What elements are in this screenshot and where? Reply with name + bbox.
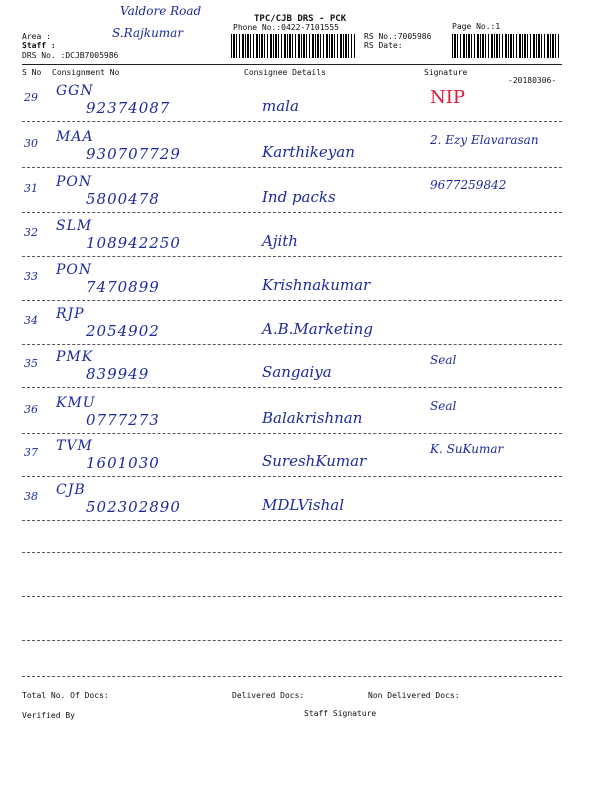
blank-rule <box>22 676 562 677</box>
row-consignee: SureshKumar <box>262 452 367 470</box>
rs-number: RS No.:7005986 <box>364 32 432 41</box>
row-rule <box>22 520 562 521</box>
row-consignment-no: 92374087 <box>86 99 171 117</box>
row-sno: 37 <box>24 446 38 459</box>
row-destination: GGN <box>56 83 94 99</box>
staff-handwritten: S.Rajkumar <box>112 26 184 40</box>
row-rule <box>22 121 562 122</box>
row-consignee: Karthikeyan <box>262 143 355 161</box>
area-label: Area : <box>22 32 51 41</box>
row-signature: 9677259842 <box>430 178 507 192</box>
row-rule <box>22 212 562 213</box>
blank-rule <box>22 596 562 597</box>
barcode-right <box>452 34 560 58</box>
row-destination: PON <box>56 174 93 190</box>
col-sno: S No <box>22 68 42 77</box>
row-destination: RJP <box>56 306 85 322</box>
row-sno: 30 <box>24 137 38 150</box>
phone-number: Phone No.:0422-7101555 <box>233 23 339 32</box>
row-sno: 35 <box>24 357 38 370</box>
row-consignment-no: 839949 <box>86 365 150 383</box>
row-consignee: Krishnakumar <box>262 276 371 294</box>
col-consignment: Consignment No <box>52 68 120 77</box>
row-consignment-no: 108942250 <box>86 234 181 252</box>
row-rule <box>22 256 562 257</box>
area-handwritten: Valdore Road <box>120 4 202 18</box>
row-destination: PMK <box>56 349 94 365</box>
row-rule <box>22 433 562 434</box>
verified-by: Verified By <box>22 711 75 720</box>
row-rule <box>22 476 562 477</box>
row-sno: 36 <box>24 403 38 416</box>
column-date: -20180306- <box>508 76 557 85</box>
row-sno: 29 <box>24 91 38 104</box>
row-sno: 34 <box>24 314 38 327</box>
row-consignment-no: 0777273 <box>86 411 160 429</box>
col-consignee: Consignee Details <box>244 68 326 77</box>
row-consignee: Balakrishnan <box>262 409 363 427</box>
blank-rule <box>22 552 562 553</box>
row-rule <box>22 300 562 301</box>
page-number: Page No.:1 <box>452 22 501 31</box>
row-signature: NIP <box>430 87 465 108</box>
row-consignment-no: 1601030 <box>86 454 160 472</box>
row-signature: Seal <box>430 353 457 367</box>
row-sno: 33 <box>24 270 38 283</box>
row-destination: SLM <box>56 218 93 234</box>
row-destination: TVM <box>56 438 93 454</box>
row-rule <box>22 344 562 345</box>
header-rule <box>22 64 562 65</box>
staff-label: Staff : <box>22 41 56 50</box>
row-consignee: Ind packs <box>262 188 336 206</box>
row-destination: CJB <box>56 482 86 498</box>
row-consignment-no: 502302890 <box>86 498 181 516</box>
row-sno: 32 <box>24 226 38 239</box>
row-consignee: A.B.Marketing <box>262 320 373 338</box>
row-rule <box>22 387 562 388</box>
row-consignee: Ajith <box>262 232 298 250</box>
row-consignee: mala <box>262 97 299 115</box>
col-signature: Signature <box>424 68 468 77</box>
row-signature: K. SuKumar <box>430 442 504 456</box>
delivered-docs: Delivered Docs: <box>232 691 305 700</box>
row-destination: MAA <box>56 129 94 145</box>
row-consignee: MDLVishal <box>262 496 345 514</box>
row-rule <box>22 167 562 168</box>
row-destination: KMU <box>56 395 96 411</box>
row-sno: 38 <box>24 490 38 503</box>
blank-rule <box>22 640 562 641</box>
row-signature: Seal <box>430 399 457 413</box>
row-consignment-no: 2054902 <box>86 322 160 340</box>
row-consignment-no: 5800478 <box>86 190 160 208</box>
rs-date: RS Date: <box>364 41 403 50</box>
document-title: TPC/CJB DRS - PCK <box>254 14 347 24</box>
total-docs: Total No. Of Docs: <box>22 691 109 700</box>
drs-number: DRS No. :DCJB7005986 <box>22 51 119 60</box>
row-consignment-no: 930707729 <box>86 145 181 163</box>
non-delivered-docs: Non Delivered Docs: <box>368 691 460 700</box>
row-signature: 2. Ezy Elavarasan <box>430 133 539 147</box>
row-consignee: Sangaiya <box>262 363 332 381</box>
barcode-left <box>231 34 355 58</box>
row-destination: PON <box>56 262 93 278</box>
staff-signature: Staff Signature <box>304 709 377 718</box>
row-sno: 31 <box>24 182 38 195</box>
row-consignment-no: 7470899 <box>86 278 160 296</box>
